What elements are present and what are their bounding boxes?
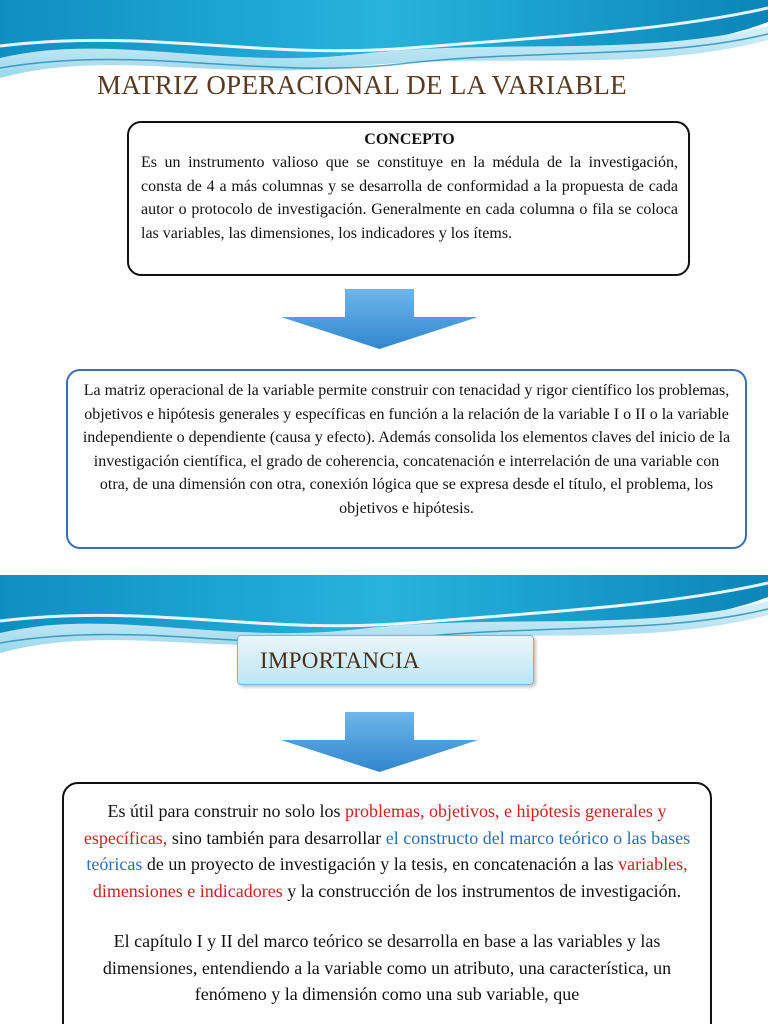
matrix-description-box: La matriz operacional de la variable permite construir con tenacidad y rigor científico los problemas, objetivos e hipótesis generales y específicas en función a la relación de la variable I o II o la variable independiente o dependiente (causa y efecto). Además consolida los elementos claves del inicio de la investigación científica, el grado de coherencia, concatenación e interrelación de una variable con otra, de una dimensión con otra, conexión lógica que se expresa desde el título, el problema, los objetivos e hipótesis. bbox=[66, 369, 747, 549]
para1-text: y la construcción de los instrumentos de investigación. bbox=[282, 880, 682, 901]
para1-text: Es útil para construir no solo los bbox=[107, 801, 346, 821]
highlight-problems: problemas, objetivos, e hipótesis generales y específicas, bbox=[83, 801, 667, 848]
concept-box bbox=[127, 121, 690, 276]
arrow-down-icon bbox=[281, 712, 478, 772]
importance-text-box bbox=[62, 782, 712, 1024]
highlight-theoretical-framework: el constructo del marco teórico o las bases teóricas bbox=[86, 827, 691, 874]
para1-text: sino también para desarrollar bbox=[167, 827, 386, 848]
slide-2 bbox=[0, 575, 768, 1024]
para1-text: de un proyecto de investigación y la tesis, en concatenación a las bbox=[142, 854, 619, 874]
arrow-down-icon bbox=[281, 289, 478, 349]
concept-text: Es un instrumento valioso que se constituye en la médula de la investigación, consta de 4 a más columnas y se desarrolla de conformidad a la propuesta de cada autor o protocolo de investigación. Generalmente en cada columna o fila se coloca las variables, las dimensiones, los indicadores y los ítems. bbox=[141, 154, 678, 242]
importance-title: IMPORTANCIA bbox=[237, 635, 534, 685]
page-title: MATRIZ OPERACIONAL DE LA VARIABLE bbox=[97, 70, 627, 100]
highlight-variables: variables, dimensiones e indicadores bbox=[92, 854, 688, 901]
importance-paragraph-2: El capítulo I y II del marco teórico se desarrolla en base a las variables y las dimensiones, entendiendo a la variable como un atributo, una característica, un fenómeno y la dimensión como una sub variable, que bbox=[102, 931, 672, 1004]
importance-paragraph-1 bbox=[82, 798, 692, 904]
concept-heading: CONCEPTO bbox=[364, 131, 455, 148]
